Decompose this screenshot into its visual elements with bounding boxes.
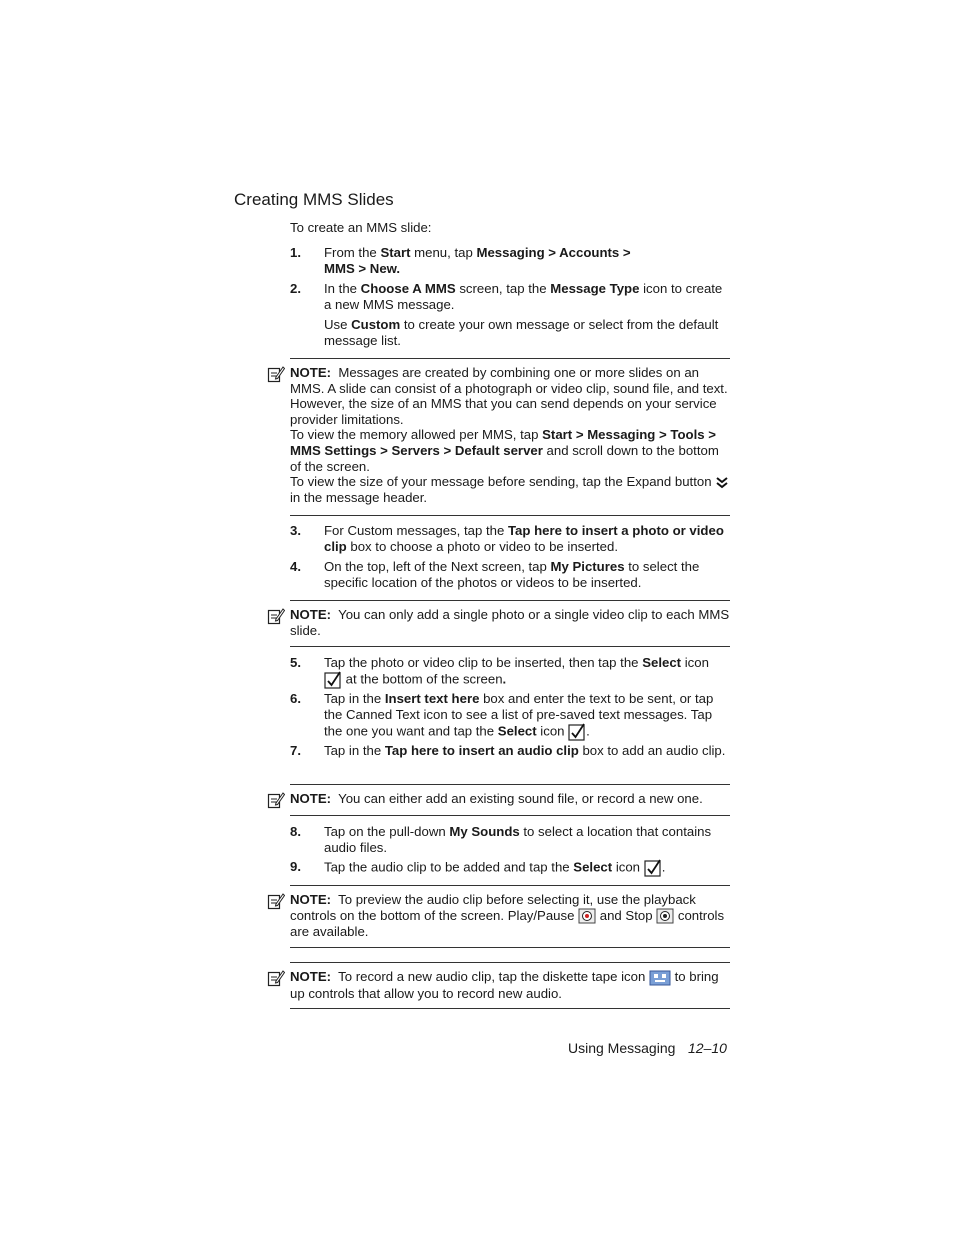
step-number: 3. bbox=[290, 523, 301, 538]
step-bold: Custom bbox=[351, 317, 401, 332]
step-number: 9. bbox=[290, 859, 301, 874]
note-icon bbox=[267, 969, 285, 987]
step-text: at the bottom of the screen bbox=[342, 671, 503, 687]
note-icon bbox=[267, 607, 285, 625]
step-text: icon to create a new MMS message. bbox=[324, 281, 723, 312]
step-text: From the bbox=[324, 245, 381, 260]
divider bbox=[290, 600, 730, 601]
step-text: For Custom messages, tap the bbox=[324, 523, 508, 538]
intro-text: To create an MMS slide: bbox=[290, 220, 432, 235]
divider bbox=[290, 358, 730, 359]
step-7 bbox=[290, 743, 730, 759]
divider bbox=[290, 1008, 730, 1009]
step-text: . bbox=[661, 859, 666, 875]
step-bold: Tap here to insert a photo or video clip bbox=[324, 523, 724, 554]
step-bold: Select bbox=[573, 859, 613, 875]
note-label: NOTE: bbox=[290, 791, 332, 806]
section-title: Creating MMS Slides bbox=[234, 190, 394, 209]
step-number: 4. bbox=[290, 559, 301, 574]
step-text: screen, tap the bbox=[455, 281, 551, 296]
note-3 bbox=[290, 791, 730, 807]
divider bbox=[290, 947, 730, 948]
step-text: box and enter the text to be sent, or tap the Canned Text icon to see a list of pre-saved text messages. Tap the one you want and tap the bbox=[324, 691, 714, 739]
note-4 bbox=[290, 892, 730, 940]
note-text: To record a new audio clip, tap the diskette tape icon bbox=[338, 969, 649, 984]
note-icon bbox=[267, 365, 285, 383]
step-number: 5. bbox=[290, 655, 301, 670]
page-number: 12–10 bbox=[688, 1040, 727, 1056]
note-text: and Stop bbox=[596, 907, 657, 923]
note-label: NOTE: bbox=[290, 969, 332, 984]
note-label: NOTE: bbox=[290, 365, 332, 380]
step-text: box to add an audio clip. bbox=[578, 743, 726, 758]
step-2 bbox=[290, 281, 730, 313]
step-text: to select the specific location of the photos or videos to be inserted. bbox=[324, 559, 700, 590]
step-bold: Select bbox=[642, 655, 682, 670]
note-text: To view the size of your message before sending, tap the Expand button bbox=[290, 474, 716, 490]
divider bbox=[290, 885, 730, 886]
step-3 bbox=[290, 523, 730, 555]
note-text: controls are available. bbox=[290, 907, 725, 940]
diskette-tape-icon bbox=[649, 970, 671, 986]
step-number: 8. bbox=[290, 824, 301, 839]
step-2-detail bbox=[324, 317, 730, 349]
note-text: To preview the audio clip before selecting it, use the playback controls on the bottom of the screen. Play/Pause bbox=[290, 892, 696, 923]
select-checkmark-icon bbox=[568, 723, 586, 741]
note-label: NOTE: bbox=[290, 892, 332, 907]
stop-icon bbox=[656, 908, 674, 924]
step-bold: . bbox=[502, 671, 507, 687]
step-text: Tap in the bbox=[324, 691, 385, 706]
select-checkmark-icon bbox=[644, 859, 662, 877]
divider bbox=[290, 515, 730, 516]
step-text: Use bbox=[324, 317, 352, 332]
step-text: On the top, left of the Next screen, tap bbox=[324, 559, 551, 574]
step-5 bbox=[290, 655, 730, 689]
note-label: NOTE: bbox=[290, 607, 332, 622]
expand-chevron-icon bbox=[715, 476, 729, 490]
step-bold: Messaging > Accounts > MMS > New. bbox=[324, 245, 631, 276]
step-text: Tap in the bbox=[324, 743, 385, 758]
step-bold: My Pictures bbox=[550, 559, 625, 574]
footer-chapter: Using Messaging bbox=[568, 1040, 676, 1056]
step-text: Tap on the pull-down bbox=[324, 824, 450, 839]
note-text: to bring up controls that allow you to record new audio. bbox=[290, 969, 719, 1001]
step-bold: Choose A MMS bbox=[360, 281, 456, 296]
note-2 bbox=[290, 607, 730, 638]
step-number: 1. bbox=[290, 245, 301, 260]
step-number: 7. bbox=[290, 743, 301, 758]
step-bold: Tap here to insert an audio clip bbox=[384, 743, 579, 758]
note-1 bbox=[290, 365, 730, 505]
step-number: 6. bbox=[290, 691, 301, 706]
note-bold: Start > Messaging > Tools > MMS Settings > Servers > Default server bbox=[290, 427, 716, 458]
divider bbox=[290, 784, 730, 785]
step-bold: Select bbox=[497, 723, 537, 739]
step-bold: Insert text here bbox=[384, 691, 480, 706]
note-text: Messages are created by combining one or more slides on an MMS. A slide can consist of a photograph or video clip, sound file, and text. However, the size of an MMS that you can send depends on your service provider limitations. bbox=[290, 365, 728, 427]
play-pause-icon bbox=[578, 908, 596, 924]
step-text: box to choose a photo or video to be inserted. bbox=[346, 539, 618, 554]
step-number: 2. bbox=[290, 281, 301, 296]
step-9 bbox=[290, 859, 730, 877]
step-text: to create your own message or select from the default message list. bbox=[324, 317, 719, 348]
step-text: Tap the photo or video clip to be inserted, then tap the bbox=[324, 655, 643, 670]
step-text: icon bbox=[681, 655, 709, 670]
note-text: To view the memory allowed per MMS, tap bbox=[290, 427, 543, 443]
divider bbox=[290, 815, 730, 816]
step-bold: My Sounds bbox=[449, 824, 520, 839]
note-text: in the message header. bbox=[290, 489, 428, 505]
note-5 bbox=[290, 969, 730, 1001]
step-text: . bbox=[586, 723, 590, 739]
divider bbox=[290, 646, 730, 647]
step-bold: Message Type bbox=[550, 281, 640, 296]
step-text: to select a location that contains audio files. bbox=[324, 824, 712, 855]
select-checkmark-icon bbox=[324, 671, 342, 689]
step-text: icon bbox=[536, 723, 569, 739]
step-4 bbox=[290, 559, 730, 591]
note-text: and scroll down to the bottom of the screen. bbox=[290, 442, 719, 474]
step-bold: Start bbox=[380, 245, 411, 260]
step-text: In the bbox=[324, 281, 361, 296]
note-icon bbox=[267, 791, 285, 809]
step-6 bbox=[290, 691, 730, 741]
step-text: icon bbox=[612, 859, 644, 875]
note-text: You can only add a single photo or a single video clip to each MMS slide. bbox=[290, 607, 730, 638]
step-1 bbox=[290, 245, 730, 277]
step-text: menu, tap bbox=[410, 245, 477, 260]
step-8 bbox=[290, 824, 730, 856]
note-icon bbox=[267, 892, 285, 910]
step-text: Tap the audio clip to be added and tap the bbox=[324, 859, 574, 875]
divider bbox=[290, 962, 730, 963]
note-text: You can either add an existing sound file, or record a new one. bbox=[338, 791, 703, 806]
